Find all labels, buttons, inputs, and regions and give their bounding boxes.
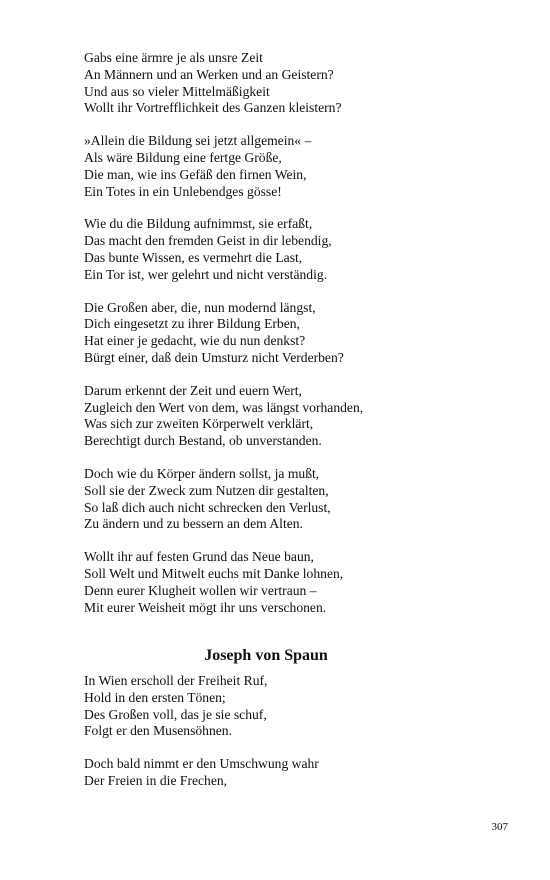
verse-line: Ein Tor ist, wer gelehrt und nicht verständig. — [84, 266, 328, 282]
stanza — [84, 549, 504, 616]
verse-line: Mit eurer Weisheit mögt ihr uns verschonen. — [84, 599, 327, 615]
verse-line: Und aus so vieler Mittelmäßigkeit — [84, 83, 270, 99]
verse-line: Zugleich den Wert von dem, was längst vorhanden, — [84, 399, 364, 415]
verse-line: An Männern und an Werken und an Geistern? — [84, 66, 334, 82]
stanza — [84, 466, 504, 533]
poem-first — [84, 50, 504, 632]
verse-line: Das macht den fremden Geist in dir lebendig, — [84, 233, 332, 249]
section-heading: Joseph von Spaun — [204, 647, 328, 664]
verse-line: Wollt ihr Vortrefflichkeit des Ganzen kleistern? — [84, 100, 342, 116]
stanza — [84, 673, 504, 740]
verse-line: Als wäre Bildung eine fertge Größe, — [84, 149, 282, 165]
stanza — [84, 50, 504, 117]
verse-line: Hold in den ersten Tönen; — [84, 689, 226, 705]
stanza — [84, 133, 504, 200]
verse-line: Berechtigt durch Bestand, ob unverstanden. — [84, 433, 322, 449]
verse-line: Der Freien in die Frechen, — [84, 772, 228, 788]
page-number: 307 — [491, 821, 508, 833]
verse-line: Das bunte Wissen, es vermehrt die Last, — [84, 249, 303, 265]
verse-line: »Allein die Bildung sei jetzt allgemein« – — [84, 133, 312, 149]
verse-line: Gabs eine ärmre je als unsre Zeit — [84, 50, 263, 65]
verse-line: So laß dich auch nicht schrecken den Verlust, — [84, 499, 331, 515]
verse-line: Die Großen aber, die, nun modernd längst, — [84, 299, 316, 315]
verse-line: Doch wie du Körper ändern sollst, ja mußt, — [84, 465, 320, 481]
verse-line: Wie du die Bildung aufnimmst, sie erfaßt, — [84, 216, 313, 232]
verse-line: Zu ändern und zu bessern an dem Alten. — [84, 516, 303, 532]
verse-line: Hat einer je gedacht, wie du nun denkst? — [84, 333, 306, 349]
verse-line: Ein Totes in ein Unlebendges gösse! — [84, 183, 282, 199]
stanza — [84, 756, 504, 790]
stanza — [84, 300, 504, 367]
verse-line: Wollt ihr auf festen Grund das Neue baun, — [84, 549, 314, 565]
verse-line: Die man, wie ins Gefäß den firnen Wein, — [84, 166, 307, 182]
verse-line: Folgt er den Musensöhnen. — [84, 723, 233, 739]
verse-line: Dich eingesetzt zu ihrer Bildung Erben, — [84, 316, 300, 332]
stanza — [84, 216, 504, 283]
verse-line: Bürgt einer, daß dein Umsturz nicht Verderben? — [84, 349, 344, 365]
verse-line: Denn eurer Klugheit wollen wir vertraun – — [84, 582, 317, 598]
verse-line: Soll sie der Zweck zum Nutzen dir gestalten, — [84, 482, 329, 498]
stanza — [84, 383, 504, 450]
verse-line: Doch bald nimmt er den Umschwung wahr — [84, 756, 319, 772]
verse-line: Soll Welt und Mitwelt euchs mit Danke lohnen, — [84, 565, 344, 581]
poem-second — [84, 673, 504, 806]
verse-line: Des Großen voll, das je sie schuf, — [84, 706, 267, 722]
verse-line: Darum erkennt der Zeit und euern Wert, — [84, 382, 302, 398]
verse-line: In Wien erscholl der Freiheit Ruf, — [84, 673, 268, 688]
verse-line: Was sich zur zweiten Körperwelt verklärt, — [84, 416, 314, 432]
